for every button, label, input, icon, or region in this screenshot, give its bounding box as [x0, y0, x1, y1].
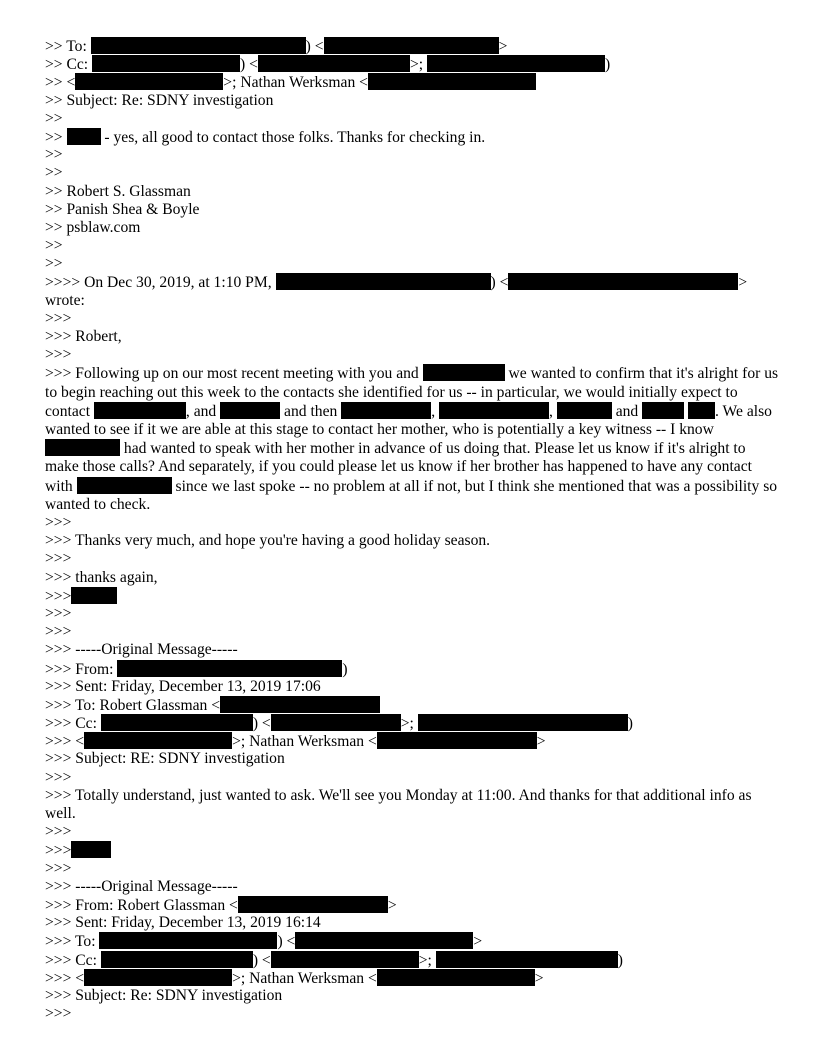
redaction-box [436, 951, 618, 968]
line-text: >>> [45, 550, 72, 568]
line-text: >> [45, 109, 63, 127]
email-line [45, 696, 780, 714]
redaction-box [220, 696, 380, 713]
email-line [45, 532, 780, 550]
line-text: , [549, 402, 557, 420]
line-text: >>> Following up on our most recent meeting with you and [45, 365, 423, 383]
redaction-box [642, 402, 684, 419]
line-text: >>> To: [45, 933, 100, 951]
line-text: > [498, 38, 508, 55]
email-line [45, 605, 780, 623]
redaction-box [67, 128, 101, 145]
line-text: wrote: [45, 291, 85, 309]
line-text: >>> Totally understand, just wanted to ask. We'll see you Monday at 11:00. And thanks for that additional info as well. [45, 786, 752, 823]
email-line [45, 92, 780, 110]
line-text: >>> Subject: RE: SDNY investigation [45, 750, 285, 768]
email-line [45, 860, 780, 878]
line-text: >>> From: Robert Glassman < [45, 896, 238, 914]
line-text: ) < [277, 933, 296, 951]
email-line [45, 714, 780, 732]
line-text: >>> [45, 514, 72, 531]
redaction-box [101, 951, 253, 968]
line-text: > [738, 274, 748, 292]
redaction-box [418, 714, 628, 731]
email-line [45, 128, 780, 146]
email-line [45, 164, 780, 182]
email-line [45, 364, 780, 514]
email-line [45, 346, 780, 364]
line-text: > [536, 733, 546, 751]
line-text: >>> [45, 346, 72, 364]
redaction-box [84, 732, 232, 749]
redaction-box [77, 477, 172, 494]
line-text: > [387, 896, 397, 914]
redaction-box [71, 587, 117, 604]
line-text: >>> From: [45, 660, 118, 678]
email-line [45, 183, 780, 201]
email-line [45, 841, 780, 859]
redaction-box [220, 402, 280, 419]
line-text: >; Nathan Werksman < [232, 969, 377, 987]
redaction-box [557, 402, 612, 419]
line-text: >> To: [45, 38, 91, 55]
line-text: ) < [305, 38, 324, 55]
redaction-box [75, 73, 223, 90]
redaction-box [377, 732, 537, 749]
redaction-box [84, 969, 232, 986]
line-text: ) < [252, 715, 271, 733]
line-text: >>> Thanks very much, and hope you're having a good holiday season. [45, 532, 491, 550]
line-text: >>> Robert, [45, 328, 122, 345]
line-text: since we last spoke -- no problem at all if not, but I think she mentioned that was a possibility so wanted to check. [45, 477, 778, 513]
line-text: ) [342, 660, 348, 678]
redaction-box [423, 364, 505, 381]
email-line [45, 219, 780, 237]
line-text: >>> < [45, 733, 85, 751]
line-text: >>> [45, 768, 72, 786]
line-text: ) < [252, 951, 271, 969]
line-text: > [473, 933, 483, 951]
line-text: >>> [45, 623, 72, 641]
line-text: >> Subject: Re: SDNY investigation [45, 91, 274, 109]
line-text: ) [617, 951, 623, 969]
email-line [45, 878, 780, 896]
email-line [45, 914, 780, 932]
line-text: >> Cc: [45, 56, 93, 74]
line-text: > [534, 969, 544, 987]
email-line [45, 932, 780, 950]
redaction-box [71, 841, 111, 858]
line-text: >> [45, 237, 63, 255]
line-text: >> < [45, 74, 76, 92]
line-text: >>> Subject: Re: SDNY investigation [45, 986, 283, 1004]
email-line [45, 769, 780, 787]
redaction-box [324, 37, 499, 54]
email-line [45, 660, 780, 678]
line-text: >>> [45, 309, 72, 327]
line-text: >>> thanks again, [45, 568, 158, 586]
email-line [45, 987, 780, 1005]
email-line [45, 550, 780, 568]
email-line [45, 1005, 780, 1023]
redaction-box [117, 660, 342, 677]
line-text: >> [45, 164, 63, 182]
email-line [45, 255, 780, 273]
email-line [45, 37, 780, 55]
line-text: >>> [45, 604, 72, 622]
email-line [45, 73, 780, 91]
redaction-box [295, 932, 473, 949]
line-text: ) < [240, 56, 258, 74]
redaction-box [377, 969, 535, 986]
redaction-box [94, 402, 186, 419]
line-text: >> Panish Shea & Boyle [45, 200, 200, 218]
email-line [45, 514, 780, 532]
email-line [45, 823, 780, 841]
line-text: , and [185, 402, 221, 420]
email-line [45, 310, 780, 328]
email-line [45, 146, 780, 164]
redaction-box [688, 402, 715, 419]
line-text: >; Nathan Werksman < [232, 733, 377, 751]
redaction-box [92, 55, 240, 72]
line-text: and then [280, 402, 342, 420]
email-line [45, 641, 780, 659]
redaction-box [99, 932, 277, 949]
redaction-box [101, 714, 253, 731]
line-text: >>> -----Original Message----- [45, 641, 238, 659]
line-text: >; Nathan Werksman < [223, 74, 368, 92]
line-text: >> psblaw.com [45, 218, 141, 236]
redaction-box [238, 896, 388, 913]
email-line [45, 587, 780, 605]
line-text: >>> [45, 859, 72, 877]
line-text: >>> To: Robert Glassman < [45, 696, 220, 714]
redaction-box [45, 439, 120, 456]
line-text: had wanted to speak with her mother in advance of us doing that. Please let us know if it's alright to make those calls? And separately, if you could please let us know if her brother has happened to have any contact with [45, 440, 752, 495]
line-text: >>> Sent: Friday, December 13, 2019 17:06 [45, 677, 321, 695]
email-line [45, 623, 780, 641]
email-line [45, 951, 780, 969]
email-line [45, 969, 780, 987]
email-line [45, 110, 780, 128]
line-text: >>> Cc: [45, 715, 101, 733]
line-text: >; [400, 715, 418, 733]
line-text: >>> Cc: [45, 951, 101, 969]
line-text: >>> [45, 823, 72, 841]
email-line [45, 292, 780, 310]
redaction-box [276, 273, 491, 290]
email-line [45, 750, 780, 768]
redaction-box [258, 55, 410, 72]
line-text: we wanted to confirm that it's alright for us to begin reaching out this week to the contacts she identified for us -- in particular, we would initially expect to contact [45, 365, 779, 420]
line-text: >> [45, 128, 67, 146]
redaction-box [91, 37, 306, 54]
email-line [45, 678, 780, 696]
line-text: >> Robert S. Glassman [45, 182, 191, 200]
redaction-box [368, 73, 536, 90]
line-text: >; [409, 56, 427, 74]
line-text: >>> -----Original Message----- [45, 877, 238, 895]
email-line [45, 328, 780, 346]
line-text: and [611, 402, 643, 420]
email-line [45, 787, 780, 823]
line-text: ) < [490, 274, 509, 292]
redaction-box [271, 951, 419, 968]
line-text: >>> [45, 587, 72, 605]
redaction-box [427, 55, 605, 72]
line-text: >> [45, 255, 63, 273]
line-text: >>> [45, 842, 72, 860]
email-thread [45, 37, 780, 1023]
line-text: >>>> On Dec 30, 2019, at 1:10 PM, [45, 274, 276, 292]
email-line [45, 896, 780, 914]
redaction-box [439, 402, 549, 419]
line-text: >; [418, 951, 436, 969]
redaction-box [508, 273, 738, 290]
email-line [45, 569, 780, 587]
email-line [45, 201, 780, 219]
email-line [45, 732, 780, 750]
line-text: >>> < [45, 969, 85, 987]
line-text: >> [45, 146, 63, 164]
redaction-box [271, 714, 401, 731]
line-text: >>> [45, 1005, 72, 1023]
line-text: ) [604, 56, 611, 74]
line-text: ) [627, 715, 633, 733]
redaction-box [341, 402, 431, 419]
email-line [45, 55, 780, 73]
line-text: - yes, all good to contact those folks. Thanks for checking in. [100, 128, 486, 146]
line-text: , [431, 402, 439, 420]
line-text: >>> Sent: Friday, December 13, 2019 16:14 [45, 914, 321, 932]
email-line [45, 273, 780, 291]
email-line [45, 237, 780, 255]
line-text: . We also wanted to see if it we are able at this stage to contact her mother, who is potentially a key witness -- I know [45, 402, 772, 438]
